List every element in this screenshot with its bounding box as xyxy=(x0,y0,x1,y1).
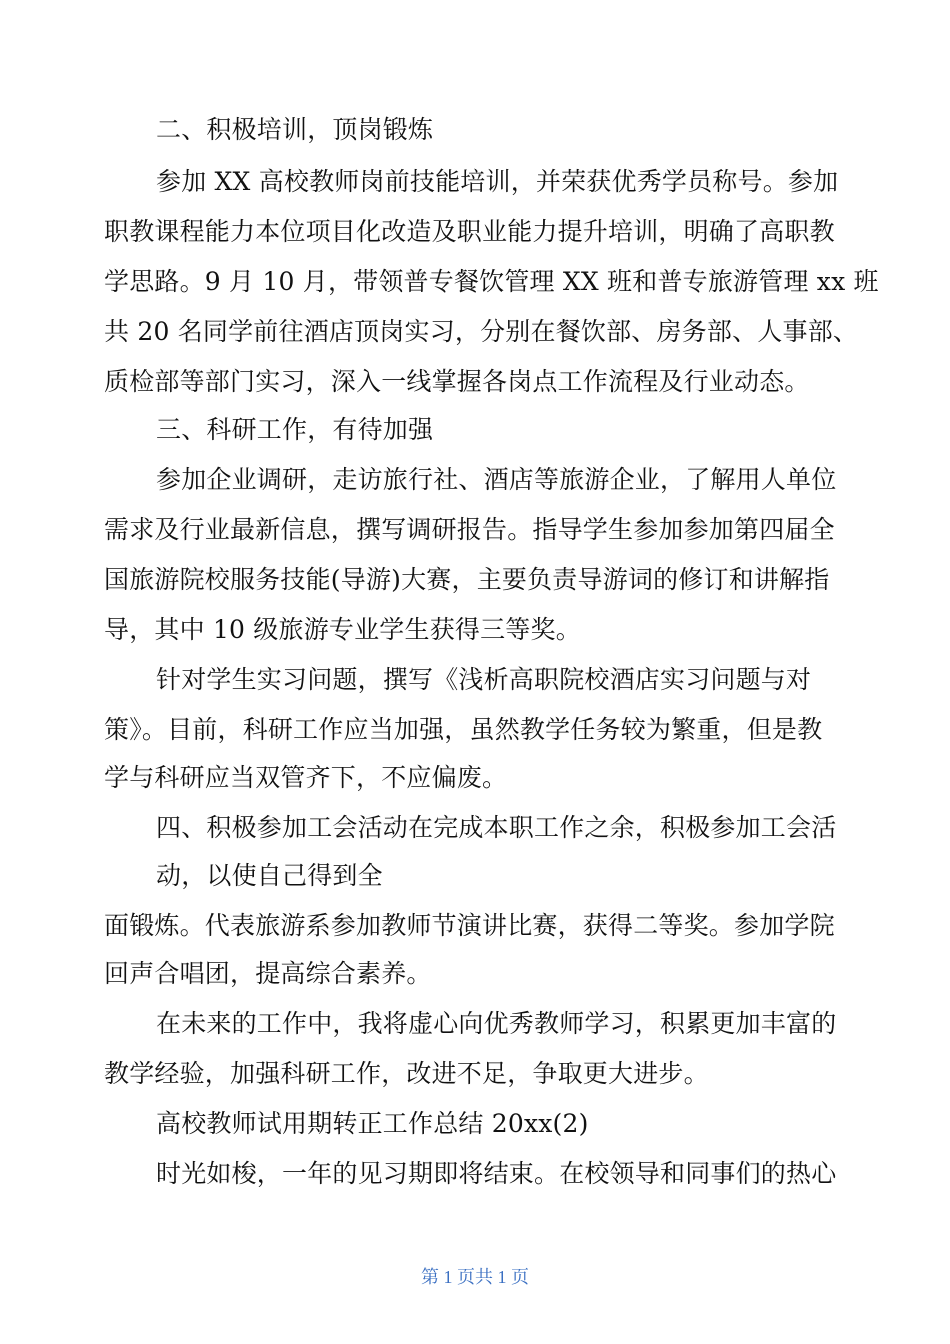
paragraph-line: 时光如梭，一年的见习期即将结束。在校领导和同事们的热心 xyxy=(156,1159,837,1188)
document-title: 高校教师试用期转正工作总结 20xx(2) xyxy=(156,1109,589,1138)
paragraph-line: 国旅游院校服务技能(导游)大赛，主要负责导游词的修订和讲解指 xyxy=(104,565,830,594)
paragraph-line: 回声合唱团，提高综合素养。 xyxy=(104,959,432,988)
paragraph-line: 学与科研应当双管齐下，不应偏废。 xyxy=(104,763,508,792)
paragraph-line: 参加 XX 高校教师岗前技能培训，并荣获优秀学员称号。参加 xyxy=(156,167,839,196)
section-heading-union: 四、积极参加工会活动在完成本职工作之余，积极参加工会活 xyxy=(156,813,837,842)
paragraph-line: 针对学生实习问题，撰写《浅析高职院校酒店实习问题与对 xyxy=(156,665,812,694)
paragraph-line: 学思路。9 月 10 月，带领普专餐饮管理 XX 班和普专旅游管理 xx 班 xyxy=(104,267,879,296)
paragraph-line: 共 20 名同学前往酒店顶岗实习，分别在餐饮部、房务部、人事部、 xyxy=(104,317,859,346)
section-heading-research: 三、科研工作，有待加强 xyxy=(156,415,434,444)
paragraph-line: 教学经验，加强科研工作，改进不足，争取更大进步。 xyxy=(104,1059,709,1088)
paragraph-line: 参加企业调研，走访旅行社、酒店等旅游企业，了解用人单位 xyxy=(156,465,837,494)
paragraph-line: 质检部等部门实习，深入一线掌握各岗点工作流程及行业动态。 xyxy=(104,367,810,396)
paragraph-line: 需求及行业最新信息，撰写调研报告。指导学生参加参加第四届全 xyxy=(104,515,835,544)
section-heading-training: 二、积极培训，顶岗锻炼 xyxy=(156,115,434,144)
paragraph-line: 策》。目前，科研工作应当加强，虽然教学任务较为繁重，但是教 xyxy=(104,715,823,744)
page-number-footer: 第 1 页共 1 页 xyxy=(421,1267,529,1287)
paragraph-line: 面锻炼。代表旅游系参加教师节演讲比赛，获得二等奖。参加学院 xyxy=(104,911,835,940)
paragraph-line: 导，其中 10 级旅游专业学生获得三等奖。 xyxy=(104,615,581,644)
paragraph-line: 职教课程能力本位项目化改造及职业能力提升培训，明确了高职教 xyxy=(104,217,835,246)
paragraph-line: 动，以使自己得到全 xyxy=(156,861,383,890)
paragraph-line: 在未来的工作中，我将虚心向优秀教师学习，积累更加丰富的 xyxy=(156,1009,837,1038)
